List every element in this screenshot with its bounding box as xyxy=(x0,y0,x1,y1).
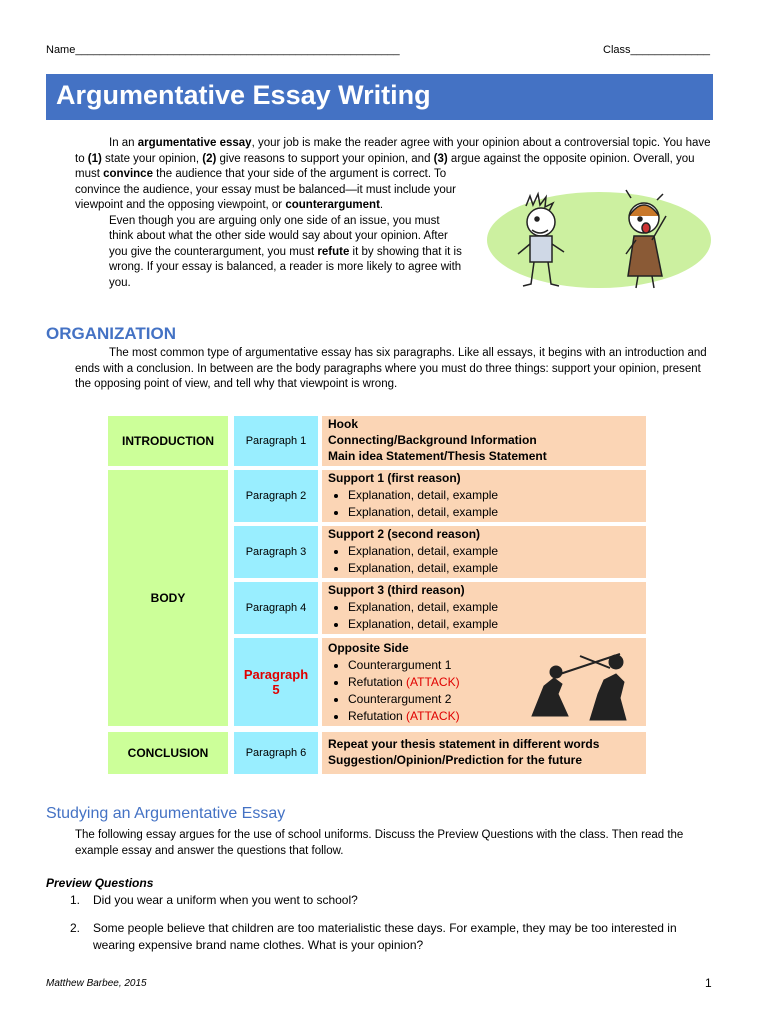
kids-arguing-illustration xyxy=(486,188,716,298)
kendo-fighters-image xyxy=(512,646,642,722)
footer-author: Matthew Barbee, 2015 xyxy=(46,978,147,989)
conclusion-cell: CONCLUSION xyxy=(108,732,228,774)
intro-paragraph-2: Even though you are arguing only one side of an issue, you must think about what the other side would say about your opinion. After you give the counterargument, you must refute it by showing that it is wrong. If your essay is balanced, a reader is more likely to agree with you. xyxy=(109,214,462,289)
name-line: _____________________________________________________ xyxy=(75,44,400,56)
class-line: _____________ xyxy=(630,44,711,56)
question-1-text: Did you wear a uniform when you went to school? xyxy=(93,893,358,907)
preview-questions-heading: Preview Questions xyxy=(46,876,154,890)
paragraph-4-label: Paragraph 4 xyxy=(234,582,318,634)
body-cell: BODY xyxy=(108,470,228,726)
paragraph-5-content: Opposite Side • Counterargument 1 • Refutation (ATTACK) • Counterargument 2 • Refutation (ATTACK) xyxy=(322,638,646,726)
studying-text: The following essay argues for the use of school uniforms. Discuss the Preview Questions with the class. Then read the example essay and answer the questions that follow. xyxy=(75,829,684,857)
organization-text: The most common type of argumentative essay has six paragraphs. Like all essays, it begins with an introduction and ends with a conclusion. In between are the body paragraphs where you must do three things: support your opinion, present the opposing point of view, and tell why that viewpoint is wrong. xyxy=(75,347,707,390)
name-label: Name xyxy=(46,44,76,56)
question-1-number: 1. xyxy=(70,893,81,907)
page-title: Argumentative Essay Writing xyxy=(56,80,431,110)
paragraph-5-label: Paragraph 5 xyxy=(234,638,318,726)
page-number: 1 xyxy=(705,976,712,990)
paragraph-2-content: Support 1 (first reason) • Explanation, detail, example • Explanation, detail, example xyxy=(322,470,646,522)
paragraph-6-content: Repeat your thesis statement in different words Suggestion/Opinion/Prediction for the future xyxy=(322,732,646,774)
class-label: Class xyxy=(603,44,631,56)
paragraph-1-content: Hook Connecting/Background Information Main idea Statement/Thesis Statement xyxy=(322,416,646,466)
paragraph-6-label: Paragraph 6 xyxy=(234,732,318,774)
paragraph-3-content: Support 2 (second reason) • Explanation, detail, example • Explanation, detail, example xyxy=(322,526,646,578)
title-bar xyxy=(46,74,713,120)
paragraph-1-label: Paragraph 1 xyxy=(234,416,318,466)
studying-heading: Studying an Argumentative Essay xyxy=(46,805,286,822)
paragraph-2-label: Paragraph 2 xyxy=(234,470,318,522)
paragraph-4-content: Support 3 (third reason) • Explanation, detail, example • Explanation, detail, example xyxy=(322,582,646,634)
name-field xyxy=(46,44,400,56)
question-2-text: Some people believe that children are too materialistic these days. For example, they may be too interested in wearing expensive brand name clothes. What is your opinion? xyxy=(93,921,677,952)
intro-paragraph-1-top: In an argumentative essay, your job is make the reader agree with your opinion about a controversial topic. You have to (1) state your opinion, (2) give reasons to support your opinion, and (3) argue against the opposite opinion. Overall, you must convince the audience that your side of the argument is correct. To convince the audience, your essay must be balanced—it must include your viewpoint and the opposing viewpoint, or counterargument. Even though you are arguing only one side of an issue, you must think about what the other side would say about your opinion. After you give the counterargument, you must refute it by showing that it is wrong. If your essay is balanced, a reader is more likely to agree with you. xyxy=(75,136,715,308)
class-field xyxy=(603,44,710,56)
organization-heading: ORGANIZATION xyxy=(46,324,177,343)
paragraph-3-label: Paragraph 3 xyxy=(234,526,318,578)
question-2-number: 2. xyxy=(70,921,81,935)
introduction-cell: INTRODUCTION xyxy=(108,416,228,466)
